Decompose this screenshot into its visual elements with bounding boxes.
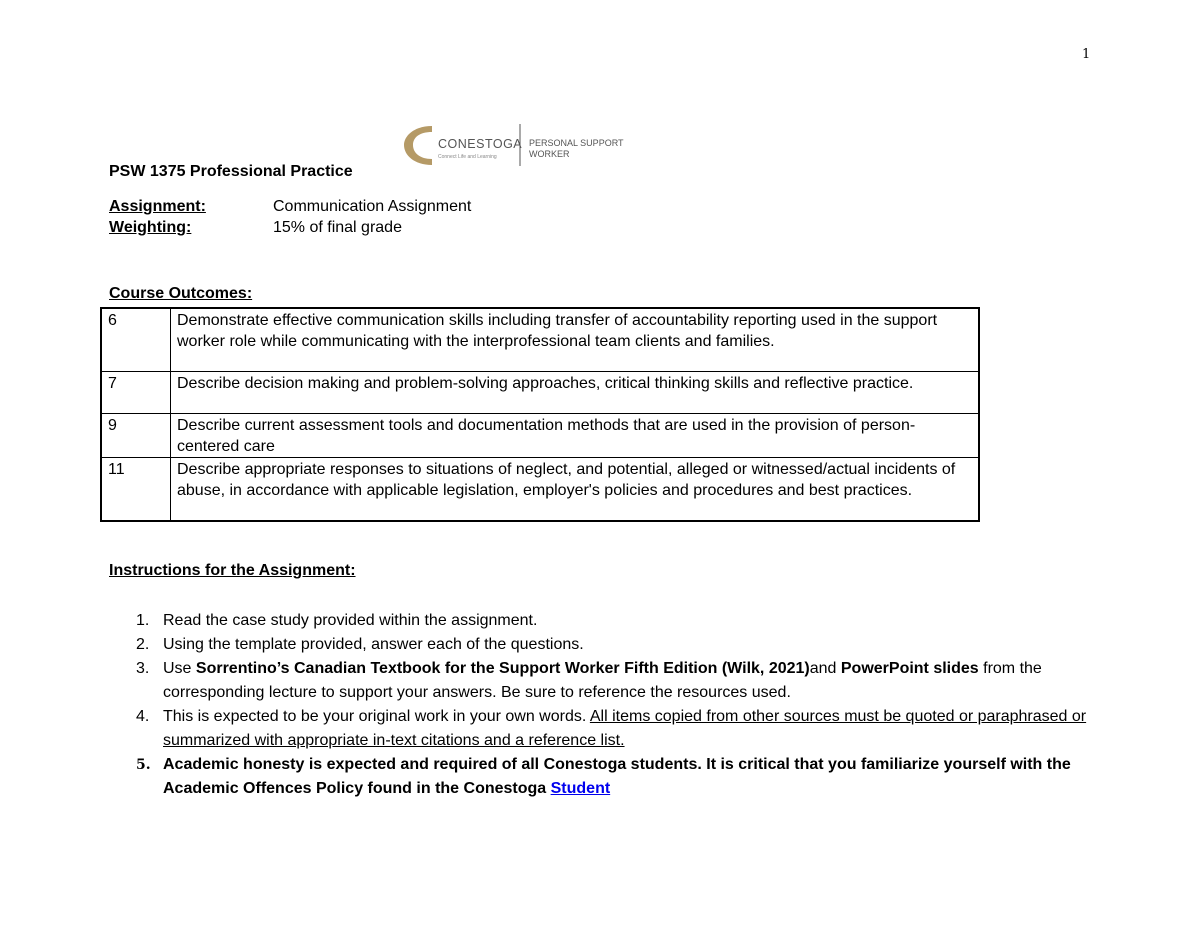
document-title: PSW 1375 Professional Practice	[109, 163, 353, 180]
item-number: 4.	[136, 708, 150, 725]
instructions-list	[109, 609, 1099, 801]
citation-requirement: All items copied from other sources must be quoted or paraphrased or summarized with appropriate in-text citations and a reference list.	[163, 708, 1087, 749]
logo-program-line1: PERSONAL SUPPORT	[529, 138, 624, 148]
item-number: 1.	[136, 612, 150, 629]
item-number: 2.	[136, 636, 150, 653]
outcome-text: Describe appropriate responses to situations of neglect, and potential, alleged or witnessed/actual incidents of abuse, in accordance with applicable legislation, employer's policies and procedures and best practices.	[171, 457, 980, 521]
logo-brand: CONESTOGA	[438, 137, 523, 151]
outcome-text: Demonstrate effective communication skills including transfer of accountability reporting used in the support worker role while communicating with the interprofessional team clients and families.	[171, 308, 980, 371]
table-row	[101, 413, 979, 457]
logo-tagline: Connect Life and Learning	[438, 154, 497, 160]
assignment-value: Communication Assignment	[273, 198, 472, 215]
assignment-label: Assignment:	[109, 198, 206, 215]
outcome-text: Describe current assessment tools and documentation methods that are used in the provision of person-centered care	[171, 413, 980, 457]
outcome-number: 6	[101, 308, 171, 371]
list-item	[109, 609, 1099, 633]
logo-program-line2: WORKER	[529, 149, 570, 159]
course-outcomes-table	[100, 307, 980, 522]
page-number: 1	[1082, 47, 1091, 62]
item-number: 3.	[136, 660, 150, 677]
table-row	[101, 308, 979, 371]
textbook-reference: Sorrentino’s Canadian Textbook for the Support Worker Fifth Edition (Wilk, 2021)	[195, 660, 810, 677]
list-item	[109, 633, 1099, 657]
item-text: Academic honesty is expected and required of all Conestoga students. It is critical that you familiarize yourself with the Academic Offences Policy found in the Conestoga	[163, 756, 1071, 797]
slides-reference: PowerPoint slides	[840, 660, 979, 677]
outcome-text: Describe decision making and problem-solving approaches, critical thinking skills and reflective practice.	[171, 371, 980, 413]
outcome-number: 7	[101, 371, 171, 413]
list-item	[109, 753, 1099, 801]
outcome-number: 11	[101, 457, 171, 521]
student-link[interactable]: Student	[550, 780, 611, 797]
item-text-post: from the corresponding lecture to support your answers. Be sure to reference the resources used.	[163, 660, 1042, 701]
conestoga-logo	[402, 122, 624, 168]
outcome-number: 9	[101, 413, 171, 457]
item-text: Using the template provided, answer each of the questions.	[163, 636, 584, 653]
list-item	[109, 657, 1099, 705]
course-outcomes-heading: Course Outcomes:	[109, 285, 253, 302]
weighting-value: 15% of final grade	[273, 219, 402, 236]
item-text: Read the case study provided within the assignment.	[163, 612, 538, 629]
weighting-label: Weighting:	[109, 219, 192, 236]
item-number: 5.	[136, 757, 151, 773]
table-row	[101, 371, 979, 413]
list-item	[109, 705, 1099, 753]
table-row	[101, 457, 979, 521]
instructions-heading: Instructions for the Assignment:	[109, 562, 356, 579]
item-text-pre: This is expected to be your original work in your own words.	[163, 708, 590, 725]
item-text-pre: Use	[163, 660, 196, 677]
item-text-mid: and	[809, 660, 841, 677]
conestoga-c-mark	[404, 126, 432, 165]
